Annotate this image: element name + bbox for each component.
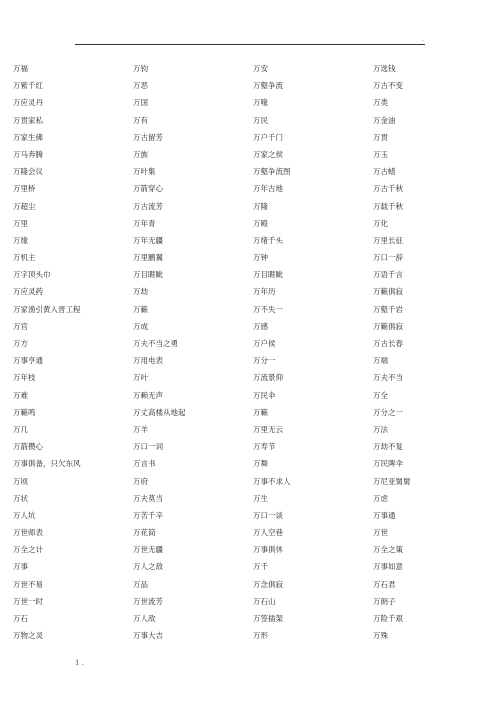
- word-entry: 万念俱寂: [253, 579, 283, 589]
- word-entry: 万年历: [253, 287, 276, 297]
- word-entry: 万古长春: [373, 339, 403, 348]
- word-entry: 万年青: [133, 218, 156, 228]
- word-entry: 万金油: [373, 115, 396, 125]
- word-entry: 万分之一: [373, 407, 403, 417]
- word-entry: 万险千艰: [373, 614, 403, 623]
- word-entry: 万事如意: [373, 562, 403, 572]
- word-entry: 万石君: [373, 579, 396, 589]
- word-entry: 万家渔引黄入晋工程: [13, 304, 81, 314]
- word-entry: 万里: [13, 218, 28, 228]
- word-entry: 万绪千头: [253, 235, 283, 245]
- word-entry: 万超尘: [13, 201, 36, 211]
- word-entry: 万叶集: [133, 167, 156, 177]
- word-entry: 万石: [13, 614, 28, 623]
- word-entry: 万化: [373, 218, 388, 228]
- word-entry: 万口一谈: [253, 510, 283, 520]
- word-entry: 万年枝: [13, 373, 36, 383]
- word-entry: 万籁俱寂: [373, 321, 403, 331]
- word-entry: 万世一时: [13, 596, 43, 606]
- word-entry: 万成: [133, 321, 148, 331]
- word-entry: 万恶: [133, 81, 148, 91]
- word-entry: 万夫莫当: [133, 493, 163, 503]
- header-mark: .: [422, 36, 424, 43]
- word-entry: 万事通: [373, 510, 396, 520]
- word-entry: 万事: [13, 562, 28, 572]
- word-entry: 万古留芳: [133, 132, 163, 142]
- word-entry: 万口一词: [133, 442, 163, 452]
- word-entry: 万生: [253, 493, 268, 503]
- word-entry: 万叶: [133, 373, 148, 383]
- word-entry: 万选钱: [373, 64, 396, 73]
- word-entry: 万古蜡: [373, 167, 396, 177]
- word-entry: 万不失一: [253, 304, 283, 314]
- word-entry: 万全之策: [373, 545, 403, 555]
- word-entry: 万世流芳: [133, 596, 163, 606]
- word-entry: 万丈高楼从地起: [133, 407, 186, 417]
- word-entry: 万口一辞: [373, 253, 403, 263]
- word-entry: 万钧: [133, 64, 148, 73]
- word-entry: 万隆: [253, 201, 268, 211]
- word-entry: 万方: [13, 339, 28, 348]
- word-entry: 万羊: [133, 424, 148, 434]
- word-entry: 万古不变: [373, 81, 403, 91]
- word-entry: 万目睚眦: [253, 270, 283, 280]
- word-entry: 万壑争流: [253, 81, 283, 91]
- word-entry: 万应灵丹: [13, 98, 43, 108]
- word-entry: 万壑争流图: [253, 167, 291, 177]
- word-entry: 万千: [253, 562, 268, 572]
- word-entry: 万法: [373, 424, 388, 434]
- word-entry: 万世无疆: [133, 545, 163, 555]
- word-entry: 万事亨通: [13, 356, 43, 366]
- word-entry: 万籁鸣: [13, 407, 36, 417]
- word-entry: 万家之侯: [253, 149, 283, 159]
- word-entry: 万国: [133, 98, 148, 108]
- word-entry: 万里桥: [13, 184, 36, 194]
- word-entry: 万花筒: [133, 528, 156, 538]
- word-entry: 万端: [373, 356, 388, 366]
- word-entry: 万分一: [253, 356, 276, 366]
- word-entry: 万古千秋: [373, 184, 403, 194]
- word-entry: 万事大吉: [133, 631, 163, 641]
- word-entry: 万赖无声: [133, 390, 163, 400]
- word-entry: 万里鹏翼: [133, 253, 163, 263]
- word-entry: 万隆会议: [13, 167, 43, 177]
- word-entry: 万紫千红: [13, 81, 43, 91]
- word-entry: 万壑千岩: [373, 304, 403, 314]
- word-entry: 万安: [253, 64, 268, 73]
- word-entry: 万世不易: [13, 579, 43, 589]
- word-entry: 万年古地: [253, 184, 283, 194]
- word-entry: 万人空巷: [253, 528, 283, 538]
- word-entry: 万里无云: [253, 424, 283, 434]
- word-entry: 万民伞: [253, 390, 276, 400]
- word-entry: 万全之计: [13, 545, 43, 555]
- word-entry: 万言书: [133, 459, 156, 469]
- word-entry: 万朗子: [373, 596, 396, 606]
- word-entry: 万籁俱寂: [373, 287, 403, 297]
- word-entry: 万事不求人: [253, 476, 291, 486]
- word-entry: 万品: [133, 579, 148, 589]
- word-entry: 万贯家私: [13, 115, 43, 125]
- word-entry: 万劫不复: [373, 442, 403, 452]
- word-entry: 万形: [253, 631, 268, 641]
- word-entry: 万流景仰: [253, 373, 283, 383]
- header-rule: [75, 44, 425, 45]
- word-entry: 万人之敌: [133, 562, 163, 572]
- word-entry: 万殿: [253, 218, 268, 228]
- word-entry: 万家生佛: [13, 132, 43, 142]
- word-entry: 万民陴伞: [373, 459, 403, 469]
- word-entry: 万福: [13, 64, 28, 73]
- word-entry: 万状: [13, 493, 28, 503]
- word-entry: 万语千言: [373, 270, 403, 280]
- word-entry: 万世: [373, 528, 388, 538]
- word-entry: 万籁: [133, 304, 148, 314]
- word-entry: 万箭攒心: [13, 442, 43, 452]
- word-entry: 万应灵药: [13, 287, 43, 297]
- word-entry: 万玉: [373, 149, 388, 159]
- word-entry: 万劫: [133, 287, 148, 297]
- word-entry: 万贯: [373, 132, 388, 142]
- word-entry: 万石山: [253, 596, 276, 606]
- word-entry: 万世师表: [13, 528, 43, 538]
- word-entry: 万殊: [373, 631, 388, 641]
- word-entry: 万古流芳: [133, 201, 163, 211]
- word-entry: 万箭穿心: [133, 184, 163, 194]
- word-entry: 万有: [133, 115, 148, 125]
- page-number: 1 .: [75, 659, 84, 667]
- word-entry: 万夫不当之勇: [133, 339, 178, 348]
- word-entry: 万顷: [13, 476, 28, 486]
- word-entry: 万物之灵: [13, 631, 43, 641]
- word-entry: 万钟: [253, 253, 268, 263]
- word-entry: 万类: [373, 98, 388, 108]
- word-entry: 万几: [13, 424, 28, 434]
- word-entry: 万马奔腾: [13, 149, 43, 159]
- word-entry: 万难: [13, 390, 28, 400]
- word-entry: 万喙: [253, 98, 268, 108]
- word-entry: 万官: [13, 321, 28, 331]
- word-grid: [13, 64, 493, 648]
- word-entry: 万苦千辛: [133, 510, 163, 520]
- word-entry: 万民: [253, 115, 268, 125]
- word-entry: 万用电表: [133, 356, 163, 366]
- word-entry: 万族: [133, 149, 148, 159]
- word-entry: 万舞: [253, 459, 268, 469]
- word-entry: 万尼亚舅舅: [373, 476, 411, 486]
- word-entry: 万目睚眦: [133, 270, 163, 280]
- word-entry: 万缘: [13, 235, 28, 245]
- word-entry: 万虑: [373, 493, 388, 503]
- word-entry: 万机主: [13, 253, 36, 263]
- word-entry: 万寿节: [253, 442, 276, 452]
- word-entry: 万签插架: [253, 614, 283, 623]
- word-entry: 万户侯: [253, 339, 276, 348]
- word-entry: 万事俱备，只欠东风: [13, 459, 81, 469]
- word-entry: 万人敌: [133, 614, 156, 623]
- word-entry: 万事俱休: [253, 545, 283, 555]
- word-entry: 万人坑: [13, 510, 36, 520]
- word-entry: 万里长征: [373, 235, 403, 245]
- word-entry: 万籁: [253, 407, 268, 417]
- word-entry: 万府: [133, 476, 148, 486]
- word-entry: 万夫不当: [373, 373, 403, 383]
- word-entry: 万载千秋: [373, 201, 403, 211]
- word-entry: 万字顶头巾: [13, 270, 51, 280]
- word-entry: 万感: [253, 321, 268, 331]
- word-entry: 万年无疆: [133, 235, 163, 245]
- word-entry: 万户千门: [253, 132, 283, 142]
- word-entry: 万全: [373, 390, 388, 400]
